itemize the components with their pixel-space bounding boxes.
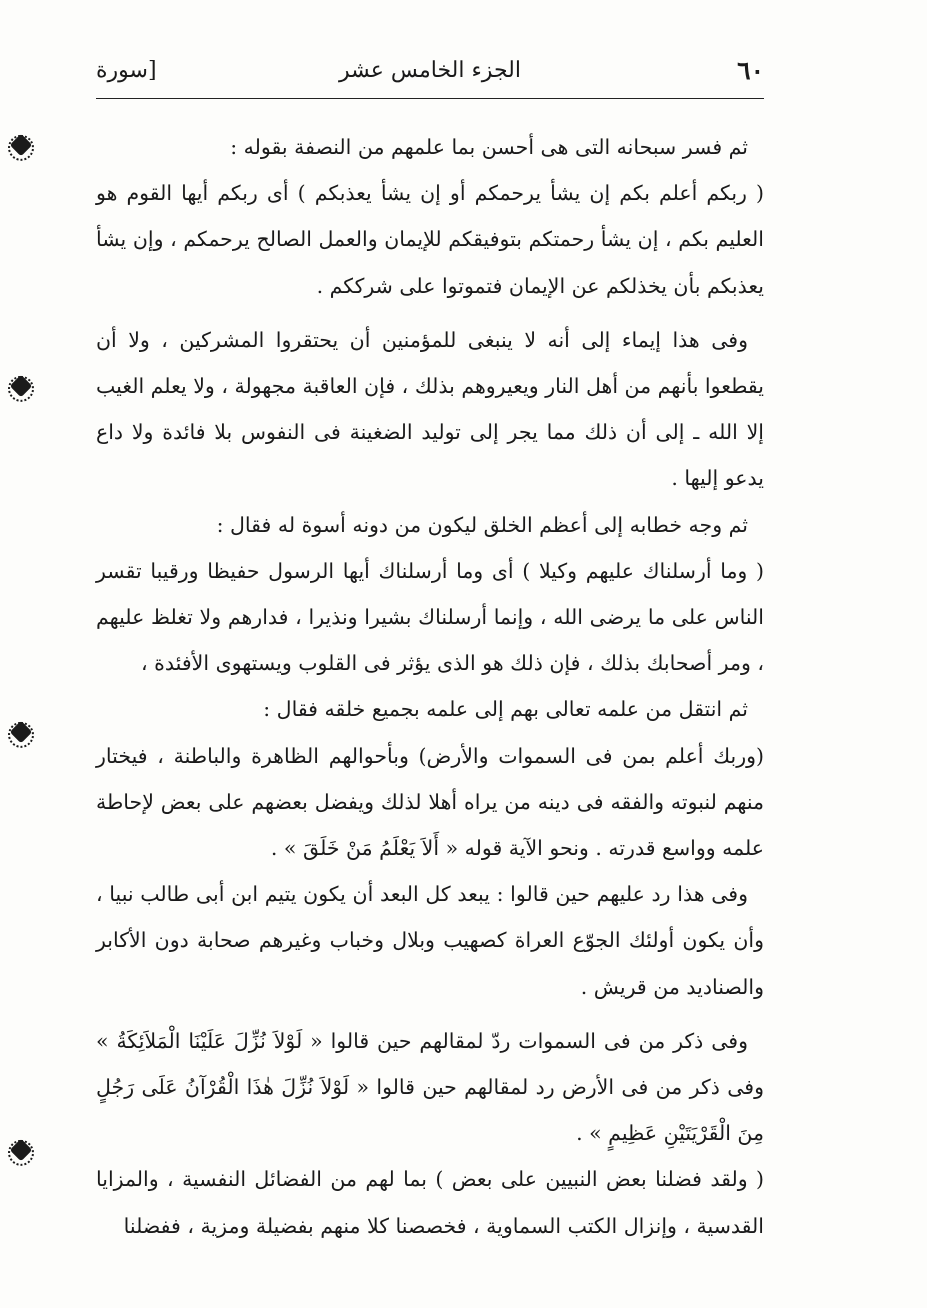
header-divider bbox=[96, 98, 764, 99]
paragraph-1: ثم فسر سبحانه التى هى أحسن بما علمهم من النصفة بقوله : bbox=[230, 135, 748, 159]
part-title: الجزء الخامس عشر bbox=[339, 58, 521, 83]
margin-ornament-icon bbox=[10, 1139, 33, 1162]
paragraph-7: (وربك أعلم بمن فى السموات والأرض) وبأحوالهم الظاهرة والباطنة ، فيختار منهم لنبوته والفقه فى دينه من يراه أهلا لذلك ويفضل بعضهم على بعض لإحاطة علمه وواسع قدرته . ونحو الآية قوله « أَلاَ يَعْلَمُ مَنْ خَلَقَ » . bbox=[96, 743, 764, 861]
paragraph-2: ( ربكم أعلم بكم إن يشأ يرحمكم أو إن يشأ يعذبكم ) أى ربكم أيها القوم هو العليم بكم ، إن يشأ رحمتكم بتوفيقكم للإيمان والعمل الصالح يرحمكم ، وإن يشأ يعذبكم بأن يخذلكم عن الإيمان فتموتوا على شرككم . bbox=[96, 181, 764, 298]
page-number: ٦٠ bbox=[737, 56, 764, 85]
paragraph-6: ثم انتقل من علمه تعالى بهم إلى علمه بجميع خلقه فقال : bbox=[263, 697, 748, 722]
page-body bbox=[96, 124, 764, 1249]
page-header bbox=[96, 52, 764, 96]
paragraph-3: وفى هذا إيماء إلى أنه لا ينبغى للمؤمنين أن يحتقروا المشركين ، ولا أن يقطعوا بأنهم من أهل النار ويعيروهم بذلك ، فإن العاقبة مجهولة ، ولا يعلم الغيب إلا الله ـ إلى أن ذلك مما يجر إلى توليد الضغينة فى النفوس بلا فائدة ولا داع يدعو إليها . bbox=[96, 327, 764, 491]
paragraph-8: وفى هذا رد عليهم حين قالوا : يبعد كل البعد أن يكون يتيم ابن أبى طالب نبيا ، وأن يكون أولئك الجوّع العراة كصهيب وبلال وخباب وغيرهم صحابة دون الأكابر والصناديد من قريش . bbox=[96, 882, 764, 999]
margin-ornament-icon bbox=[10, 375, 33, 398]
paragraph-10: ( ولقد فضلنا بعض النبيين على بعض ) بما لهم من الفضائل النفسية ، والمزايا القدسية ، وإنزال الكتب السماوية ، فخصصنا كلا منهم بفضيلة ومزية ، ففضلنا bbox=[96, 1167, 764, 1238]
margin-ornament-icon bbox=[10, 134, 33, 157]
surah-label: [سورة bbox=[96, 58, 157, 83]
paragraph-9: وفى ذكر من فى السموات ردّ لمقالهم حين قالوا « لَوْلاَ نُزِّلَ عَلَيْنَا الْمَلاَئِكَةُ » وفى ذكر من فى الأرض رد لمقالهم حين قالوا « لَوْلاَ نُزِّلَ هٰذَا الْقُرْآنُ عَلَى رَجُلٍ مِنَ الْقَرْيَتَيْنِ عَظِيمٍ » . bbox=[96, 1028, 764, 1146]
paragraph-4: ثم وجه خطابه إلى أعظم الخلق ليكون من دونه أسوة له فقال : bbox=[216, 512, 748, 537]
margin-ornament-icon bbox=[10, 721, 33, 744]
paragraph-5: ( وما أرسلناك عليهم وكيلا ) أى وما أرسلناك أيها الرسول حفيظا ورقيبا تقسر الناس على ما يرضى الله ، وإنما أرسلناك بشيرا ونذيرا ، فدارهم ولا تغلظ عليهم ، ومر أصحابك بذلك ، فإن ذلك هو الذى يؤثر فى القلوب ويستهوى الأفئدة ، bbox=[96, 558, 764, 676]
